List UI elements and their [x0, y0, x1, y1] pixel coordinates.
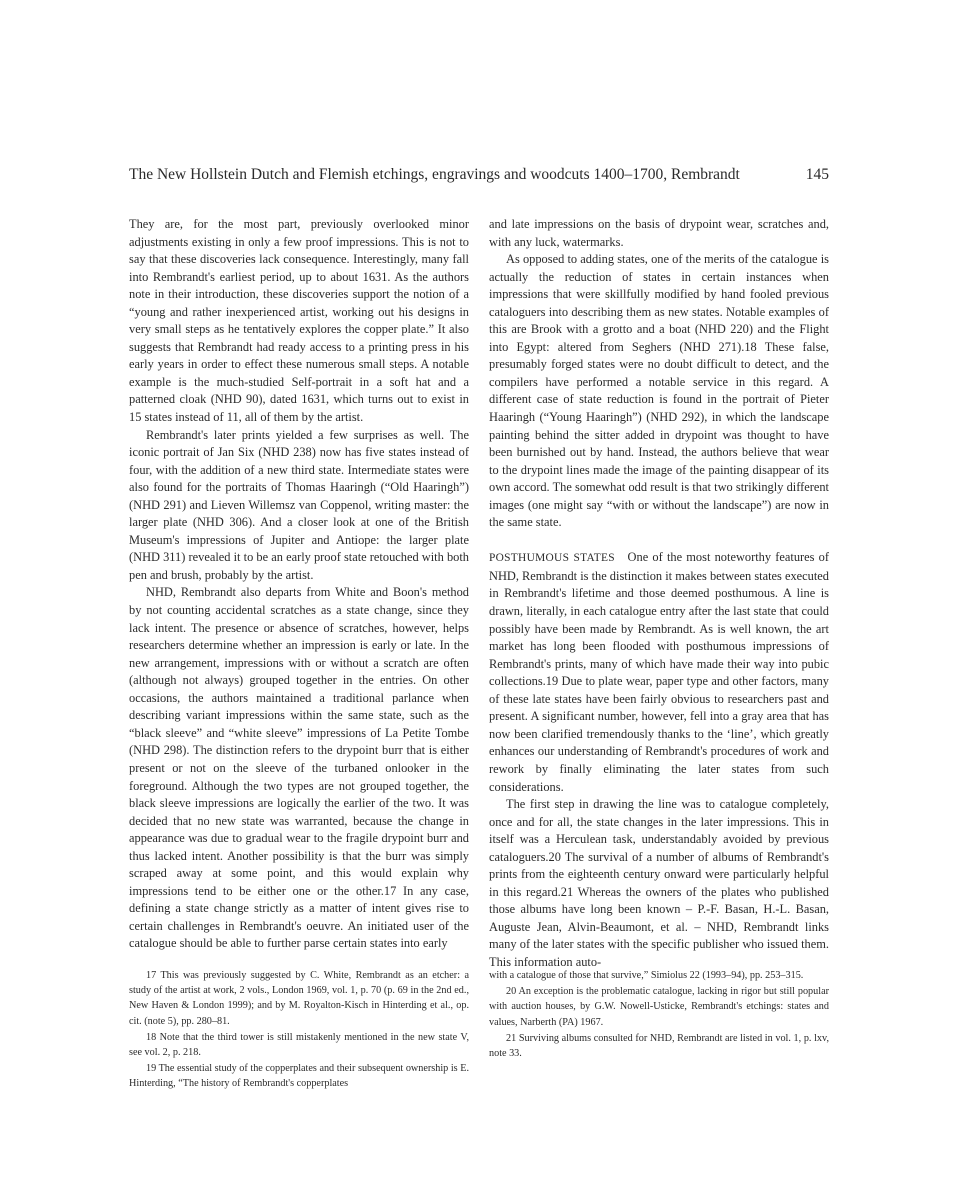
footnotes-left [129, 968, 469, 1092]
paragraph: NHD, Rembrandt also departs from White and Boon's method by not counting accidental scratches as a state change, since they lack intent. The presence or absence of scratches, however, helps researchers determine whether an impression is early or late. In the new arrangement, impressions with or without a scratch are often (although not always) grouped together in the entries. On other occasions, the authors maintained a traditional parlance when describing variant impressions within the same state, such as the “black sleeve” and “white sleeve” impressions of La Petite Tombe (NHD 298). The distinction refers to the drypoint burr that is either present or not on the sleeve of the turbaned onlooker in the foreground. Although the two types are not grouped together, the black sleeve impressions are logically the earlier of the two. It was decided that no new state was warranted, because the change in appearance was due to gradual wear to the fragile drypoint burr and thus lacked intent. Another possibility is that the burr was simply scraped away at some point, and this would explain why impressions tend to be either one or the other.17 In any case, defining a state change strictly as a matter of intent gives rise to certain challenges in Rembrandt's oeuvre. An initiated user of the catalogue should be able to further parse certain states into early [129, 585, 469, 951]
page-number: 145 [805, 166, 829, 183]
footnote: 21 Surviving albums consulted for NHD, Rembrandt are listed in vol. 1, p. lxv, note 33. [489, 1032, 829, 1060]
right-column [489, 216, 829, 972]
running-header [129, 163, 829, 187]
footnote: 20 An exception is the problematic catalogue, lacking in rigor but still popular with auction houses, by G.W. Nowell-Usticke, Rembrandt's etchings: states and values, Narberth (PA) 1967. [489, 986, 829, 1028]
footnote: 18 Note that the third tower is still mistakenly mentioned in the new state V, see vol. 2, p. 218. [129, 1031, 469, 1059]
footnotes-right [489, 968, 829, 1061]
left-column [129, 216, 469, 953]
section-paragraph-text: One of the most noteworthy features of NHD, Rembrandt is the distinction it makes between states executed in Rembrandt's lifetime and those deemed posthumous. A line is drawn, literally, in each catalogue entry after the last state that could possibly have been made by Rembrandt. As is well known, the art market has long been flooded with posthumous impressions of Rembrandt's prints, many of which have made their way into pubic collections.19 Due to plate wear, paper type and other factors, many of these late states have been fairly obvious to researchers past and present. A significant number, however, fell into a gray area that has now been clarified tremendously thanks to the ‘line’, which greatly enhances our understanding of Rembrandt's procedures of work and rework by finally eliminating the later states from such considerations. [489, 550, 830, 794]
paragraph: and late impressions on the basis of drypoint wear, scratches and, with any luck, watermarks. [489, 217, 829, 249]
paragraph: As opposed to adding states, one of the merits of the catalogue is actually the reduction of states in certain instances when impressions that were skillfully modified by hand fooled previous cataloguers into describing them as new states. Notable examples of this are Brook with a grotto and a boat (NHD 220) and the Flight into Egypt: altered from Seghers (NHD 271).18 These false, presumably forged states were no doubt difficult to detect, and the compilers have performed a notable service in this regard. A different case of state reduction is found in the portrait of Pieter Haaringh (“Young Haaringh”) (NHD 292), in which the landscape painting behind the sitter added in drypoint was thought to have been burnished out by hand. Instead, the authors believe that wear to the drypoint lines made the image of the painting disappear of its own accord. The somewhat odd result is that two strikingly different images (one might say “with or without the landscape”) are now in the same state. [489, 252, 829, 530]
section-heading: POSTHUMOUS STATES [489, 552, 615, 565]
paragraph: Rembrandt's later prints yielded a few surprises as well. The iconic portrait of Jan Six (NHD 238) now has five states instead of four, with the addition of a new third state. Intermediate states were also found for the portraits of Thomas Haaringh (“Old Haaringh”) (NHD 291) and Lieven Willemsz van Coppenol, writing master: the larger plate (NHD 306). And a closer look at one of the British Museum's impressions of Jupiter and Antiope: the larger plate (NHD 311) revealed it to be an early proof state retouched with both pen and brush, probably by the artist. [129, 427, 469, 582]
footnote-continuation: with a catalogue of those that survive,” Simiolus 22 (1993–94), pp. 253–315. [489, 970, 804, 981]
paragraph: The first step in drawing the line was to catalogue completely, once and for all, the state changes in the later impressions. This in itself was a Herculean task, understandably avoided by previous cataloguers.20 The survival of a number of albums of Rembrandt's prints from the eighteenth century onward were particularly helpful in this regard.21 Whereas the owners of the plates who published those albums have long been known – P.-F. Basan, H.-L. Basan, Auguste Jean, Alvin-Beaumont, et al. – NHD, Rembrandt links many of the later states with the specific publisher who issued them. This information auto- [489, 797, 829, 969]
section-paragraph [489, 549, 829, 796]
paragraph: They are, for the most part, previously overlooked minor adjustments existing in only a few proof impressions. This is not to say that these discoveries lack consequence. Interestingly, many fall into Rembrandt's earliest period, up to about 1631. As the authors note in their introduction, these discoveries support the notion of a “young and rather inexperienced artist, working out his designs in very small steps as he tentatively explores the copper plate.” It also suggests that Rembrandt had ready access to a printing press in his early years in order to effect these numerous small steps. A notable example is the much-studied Self-portrait in a soft hat and a patterned cloak (NHD 90), dated 1631, which turns out to exist in 15 states instead of 11, all of them by the artist. [129, 217, 469, 425]
running-title: The New Hollstein Dutch and Flemish etchings, engravings and woodcuts 1400–1700, Rembrandt [129, 166, 740, 183]
footnote: 19 The essential study of the copperplates and their subsequent ownership is E. Hinterding, “The history of Rembrandt's copperplates [129, 1063, 469, 1090]
footnote: 17 This was previously suggested by C. White, Rembrandt as an etcher: a study of the artist at work, 2 vols., London 1969, vol. 1, p. 70 (p. 69 in the 2nd ed., New Haven & London 1999); and by M. Royalton-Kisch in Hinterding et al., op. cit. (note 5), pp. 280–81. [129, 970, 469, 1027]
